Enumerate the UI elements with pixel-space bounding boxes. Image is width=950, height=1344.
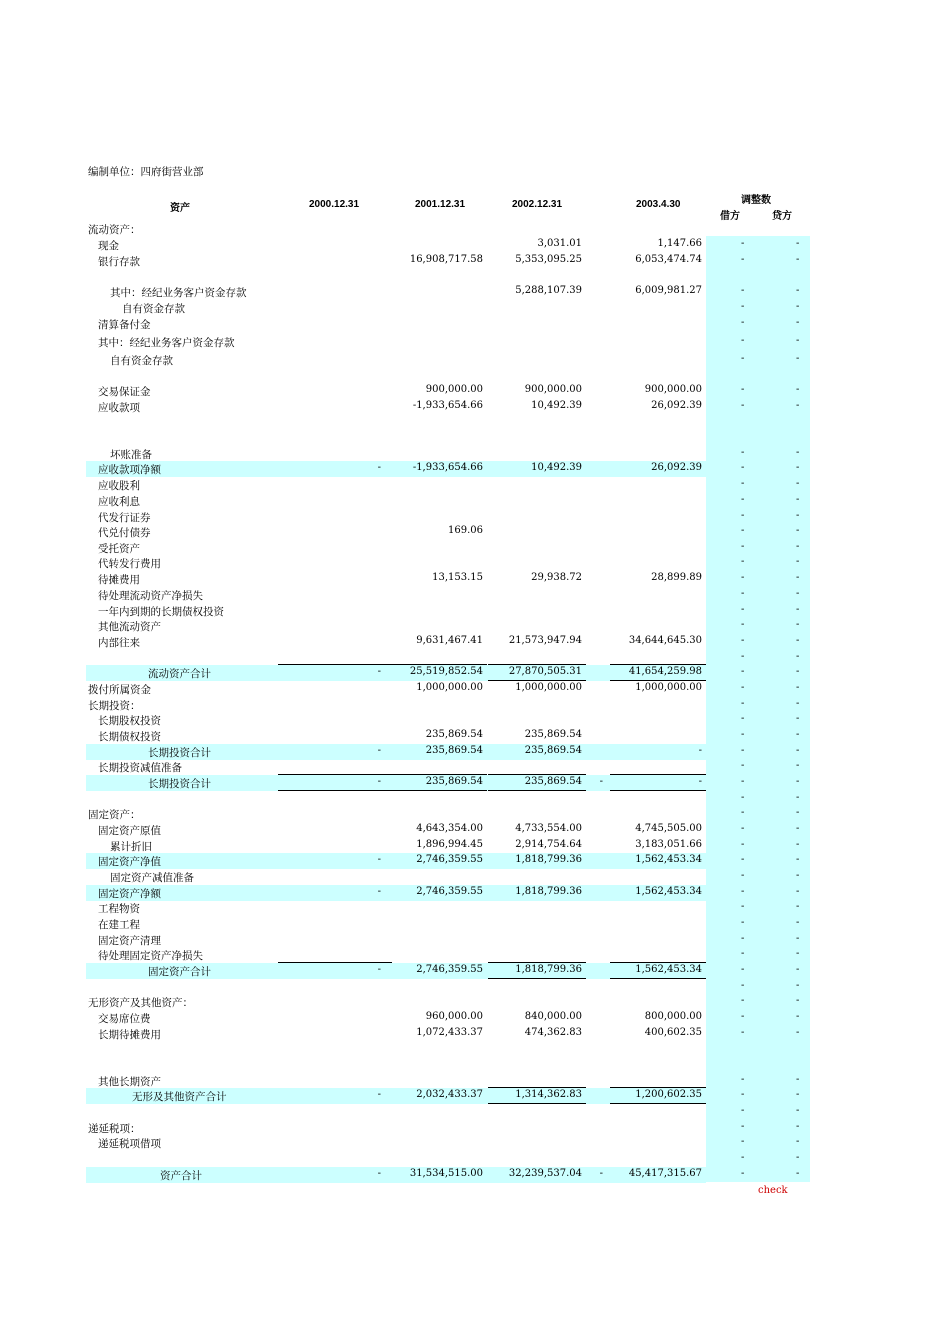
adjust-debit-value: - — [741, 510, 745, 521]
row-label: 递延税项借项 — [98, 1138, 161, 1150]
value-2001: 31,534,515.00 — [409, 1168, 483, 1179]
row-label: 待摊费用 — [98, 574, 140, 586]
value-2003: 26,092.39 — [651, 400, 702, 411]
row-label: 固定资产合计 — [148, 966, 211, 978]
adjust-debit-value: - — [741, 807, 745, 818]
table-row — [86, 383, 810, 399]
row-label: 内部往来 — [98, 637, 140, 649]
adjust-credit-value: - — [796, 635, 800, 646]
adjust-credit-value: - — [796, 353, 800, 364]
row-label: 长期投资合计 — [148, 747, 211, 759]
value-2002: 1,818,799.36 — [515, 964, 582, 975]
row-label: 长期股权投资 — [98, 715, 161, 727]
row-label: 固定资产原值 — [98, 825, 161, 837]
value-2002: 29,938.72 — [531, 572, 582, 583]
value-gap: - — [599, 776, 603, 787]
adjust-credit-value: - — [796, 713, 800, 724]
adjust-credit-value: - — [796, 619, 800, 630]
value-2000: - — [377, 964, 381, 975]
value-2000: - — [377, 745, 381, 756]
row-label: 待处理固定资产净损失 — [98, 950, 203, 962]
row-label: 其他流动资产 — [98, 621, 161, 633]
table-row — [86, 885, 706, 901]
table-row — [86, 712, 810, 728]
row-label: 无形及其他资产合计 — [132, 1091, 227, 1103]
adjust-credit-value: - — [796, 1105, 800, 1116]
adjust-credit-value: - — [796, 1074, 800, 1085]
adjust-credit-value: - — [796, 588, 800, 599]
table-row — [86, 352, 810, 368]
adjust-debit-value: - — [741, 384, 745, 395]
adjust-credit-value: - — [796, 666, 800, 677]
adjust-credit-value: - — [796, 254, 800, 265]
table-row — [86, 665, 706, 681]
adjust-debit-value: - — [741, 494, 745, 505]
adjust-debit-value: - — [741, 285, 745, 296]
value-2001: 2,032,433.37 — [416, 1089, 483, 1100]
header-adjust: 调整数 — [741, 195, 771, 206]
table-row — [86, 1088, 706, 1104]
row-label: 代发行证券 — [98, 512, 151, 524]
table-row — [86, 571, 810, 587]
adjust-debit-value: - — [741, 619, 745, 630]
table-row — [86, 253, 810, 269]
value-gap: - — [599, 1168, 603, 1179]
row-label: 应收股利 — [98, 480, 140, 492]
row-label: 清算备付金 — [98, 319, 151, 331]
table-row — [86, 300, 810, 316]
value-2003: 1,562,453.34 — [635, 854, 702, 865]
value-2000: - — [377, 1168, 381, 1179]
value-2001: 16,908,717.58 — [409, 254, 483, 265]
adjust-debit-value: - — [741, 823, 745, 834]
value-2002: 3,031.01 — [537, 238, 582, 249]
table-row — [86, 493, 810, 509]
adjust-debit-value: - — [741, 588, 745, 599]
row-label: 无形资产及其他资产： — [88, 997, 193, 1009]
table-row — [86, 979, 810, 995]
adjust-credit-value: - — [796, 854, 800, 865]
adjust-debit-value: - — [741, 301, 745, 312]
table-row — [86, 1135, 810, 1151]
row-label: 长期投资减值准备 — [98, 762, 182, 774]
adjust-debit-value: - — [741, 604, 745, 615]
header-credit: 贷方 — [772, 211, 792, 222]
value-2001: 9,631,467.41 — [416, 635, 483, 646]
adjust-credit-value: - — [796, 760, 800, 771]
row-label: 待处理流动资产净损失 — [98, 590, 203, 602]
value-2002: 1,818,799.36 — [515, 886, 582, 897]
header-2001: 2001.12.31 — [415, 199, 466, 210]
adjust-credit-value: - — [796, 933, 800, 944]
row-label: 坏账准备 — [110, 449, 152, 461]
value-2003: 3,183,051.66 — [635, 839, 702, 850]
value-2002: 235,869.54 — [524, 729, 582, 740]
table-row — [86, 334, 810, 350]
adjust-credit-value: - — [796, 572, 800, 583]
table-row — [86, 822, 810, 838]
value-2000: - — [377, 462, 381, 473]
adjust-credit-value: - — [796, 400, 800, 411]
adjust-debit-value: - — [741, 760, 745, 771]
value-2003: 1,562,453.34 — [635, 886, 702, 897]
table-row — [86, 869, 810, 885]
value-2001: 1,072,433.37 — [416, 1027, 483, 1038]
table-row — [86, 932, 810, 948]
adjust-debit-value: - — [741, 980, 745, 991]
value-2003: 1,200,602.35 — [635, 1089, 702, 1100]
value-2002: 1,818,799.36 — [515, 854, 582, 865]
row-label: 固定资产净值 — [98, 856, 161, 868]
adjust-debit-value: - — [741, 556, 745, 567]
value-2002: 474,362.83 — [524, 1027, 582, 1038]
row-label: 应收款项 — [98, 402, 140, 414]
value-2002: 2,914,754.64 — [515, 839, 582, 850]
row-label: 流动资产： — [88, 224, 141, 236]
table-row — [86, 1104, 810, 1120]
adjust-credit-value: - — [796, 1152, 800, 1163]
value-2001: 2,746,359.55 — [416, 886, 483, 897]
table-row — [86, 806, 810, 822]
header-debit: 借方 — [720, 211, 740, 222]
adjust-credit-value: - — [796, 698, 800, 709]
value-2003: - — [698, 745, 702, 756]
header-2000: 2000.12.31 — [309, 199, 360, 210]
row-label: 固定资产减值准备 — [110, 872, 194, 884]
adjust-debit-value: - — [741, 1168, 745, 1179]
value-2001: -1,933,654.66 — [412, 400, 483, 411]
value-2000: - — [377, 1089, 381, 1100]
table-row — [86, 900, 810, 916]
table-row — [86, 555, 810, 571]
adjust-debit-value: - — [741, 713, 745, 724]
adjust-debit-value: - — [741, 854, 745, 865]
table-row — [86, 477, 810, 493]
adjust-debit-value: - — [741, 1011, 745, 1022]
adjust-debit-value: - — [741, 933, 745, 944]
adjust-debit-value: - — [741, 964, 745, 975]
adjust-debit-value: - — [741, 335, 745, 346]
adjust-credit-value: - — [796, 964, 800, 975]
value-2002: 900,000.00 — [524, 384, 582, 395]
table-row — [86, 316, 810, 332]
row-label: 流动资产合计 — [148, 668, 211, 680]
adjust-credit-value: - — [796, 980, 800, 991]
adjust-debit-value: - — [741, 572, 745, 583]
table-row — [86, 838, 810, 854]
adjust-debit-value: - — [741, 792, 745, 803]
adjust-credit-value: - — [796, 384, 800, 395]
adjust-credit-value: - — [796, 301, 800, 312]
adjust-credit-value: - — [796, 839, 800, 850]
value-2000: - — [377, 854, 381, 865]
value-2003: 900,000.00 — [644, 384, 702, 395]
table-row — [86, 1010, 810, 1026]
table-row — [86, 587, 810, 603]
value-2003: 1,000,000.00 — [635, 682, 702, 693]
row-label: 资产合计 — [160, 1170, 202, 1182]
adjust-credit-value: - — [796, 238, 800, 249]
table-row — [86, 461, 706, 477]
adjust-debit-value: - — [741, 901, 745, 912]
adjust-credit-value: - — [796, 462, 800, 473]
value-2001: 1,896,994.45 — [416, 839, 483, 850]
header-2002: 2002.12.31 — [512, 199, 563, 210]
adjust-credit-value: - — [796, 995, 800, 1006]
adjust-credit-value: - — [796, 682, 800, 693]
adjust-debit-value: - — [741, 317, 745, 328]
adjust-debit-value: - — [741, 1105, 745, 1116]
adjust-debit-value: - — [741, 839, 745, 850]
table-row — [86, 1120, 810, 1136]
table-row — [86, 509, 810, 525]
table-row — [86, 728, 810, 744]
adjust-credit-value: - — [796, 285, 800, 296]
row-label: 拨付所属资金 — [88, 684, 151, 696]
adjust-debit-value: - — [741, 1027, 745, 1038]
value-2003: 26,092.39 — [651, 462, 702, 473]
table-row — [86, 446, 810, 462]
value-2001: 235,869.54 — [425, 745, 483, 756]
row-label: 累计折旧 — [110, 841, 152, 853]
table-row — [86, 791, 810, 807]
adjust-debit-value: - — [741, 478, 745, 489]
adjust-credit-value: - — [796, 948, 800, 959]
adjust-credit-value: - — [796, 1121, 800, 1132]
adjust-credit-value: - — [796, 604, 800, 615]
adjust-debit-value: - — [741, 870, 745, 881]
adjust-debit-value: - — [741, 447, 745, 458]
table-row — [86, 744, 706, 760]
adjust-credit-value: - — [796, 901, 800, 912]
adjust-debit-value: - — [741, 635, 745, 646]
table-row — [86, 947, 810, 963]
table-row — [86, 775, 706, 791]
adjust-debit-value: - — [741, 886, 745, 897]
table-row — [86, 963, 706, 979]
adjust-credit-value: - — [796, 335, 800, 346]
adjust-debit-value: - — [741, 1089, 745, 1100]
row-label: 交易保证金 — [98, 386, 151, 398]
adjust-debit-value: - — [741, 353, 745, 364]
adjust-debit-value: - — [741, 745, 745, 756]
table-row — [86, 759, 810, 775]
adjust-credit-value: - — [796, 1089, 800, 1100]
row-label: 长期待摊费用 — [98, 1029, 161, 1041]
value-2002: 5,353,095.25 — [515, 254, 582, 265]
table-row — [86, 399, 810, 415]
row-label: 应收款项净额 — [98, 464, 161, 476]
adjust-debit-value: - — [741, 666, 745, 677]
value-2002: 1,000,000.00 — [515, 682, 582, 693]
value-2003: 41,654,259.98 — [628, 666, 702, 677]
value-2001: 235,869.54 — [425, 776, 483, 787]
table-row — [86, 697, 810, 713]
row-label: 其中：经纪业务客户资金存款 — [98, 337, 235, 349]
adjust-credit-value: - — [796, 807, 800, 818]
adjust-debit-value: - — [741, 698, 745, 709]
table-row — [86, 681, 810, 697]
adjust-debit-value: - — [741, 995, 745, 1006]
value-2001: 13,153.15 — [432, 572, 483, 583]
value-2002: 10,492.39 — [531, 400, 582, 411]
adjust-credit-value: - — [796, 556, 800, 567]
adjust-debit-value: - — [741, 238, 745, 249]
row-label: 递延税项： — [88, 1123, 141, 1135]
value-2001: 169.06 — [448, 525, 483, 536]
value-2000: - — [377, 776, 381, 787]
header-asset: 资产 — [170, 203, 190, 214]
adjust-debit-value: - — [741, 1074, 745, 1085]
value-2003: 6,009,981.27 — [635, 285, 702, 296]
value-2002: 840,000.00 — [524, 1011, 582, 1022]
value-2001: 2,746,359.55 — [416, 854, 483, 865]
adjust-credit-value: - — [796, 745, 800, 756]
value-2002: 4,733,554.00 — [515, 823, 582, 834]
table-row — [86, 221, 810, 237]
adjust-debit-value: - — [741, 651, 745, 662]
row-label: 其中：经纪业务客户资金存款 — [110, 287, 247, 299]
row-label: 固定资产净额 — [98, 888, 161, 900]
adjust-debit-value: - — [741, 682, 745, 693]
table-row — [86, 540, 810, 556]
adjust-debit-value: - — [741, 729, 745, 740]
row-label: 固定资产清理 — [98, 935, 161, 947]
header-2003: 2003.4.30 — [636, 199, 681, 210]
value-2003: - — [698, 776, 702, 787]
value-2002: 10,492.39 — [531, 462, 582, 473]
value-2003: 28,899.89 — [651, 572, 702, 583]
table-row — [86, 853, 706, 869]
check-label: check — [758, 1185, 788, 1196]
adjust-debit-value: - — [741, 948, 745, 959]
row-label: 代兑付债券 — [98, 527, 151, 539]
adjust-credit-value: - — [796, 823, 800, 834]
adjust-debit-value: - — [741, 1152, 745, 1163]
adjust-debit-value: - — [741, 254, 745, 265]
table-row — [86, 603, 810, 619]
value-2001: 900,000.00 — [425, 384, 483, 395]
value-2001: -1,933,654.66 — [412, 462, 483, 473]
adjust-credit-value: - — [796, 447, 800, 458]
adjust-debit-value: - — [741, 400, 745, 411]
value-2003: 400,602.35 — [644, 1027, 702, 1038]
adjust-debit-value: - — [741, 462, 745, 473]
row-label: 应收利息 — [98, 496, 140, 508]
row-label: 自有资金存款 — [122, 303, 185, 315]
adjust-credit-value: - — [796, 494, 800, 505]
value-2003: 6,053,474.74 — [635, 254, 702, 265]
value-2001: 25,519,852.54 — [409, 666, 483, 677]
value-2003: 4,745,505.00 — [635, 823, 702, 834]
table-row — [86, 284, 810, 300]
value-2002: 1,314,362.83 — [515, 1089, 582, 1100]
row-label: 银行存款 — [98, 256, 140, 268]
row-label: 固定资产： — [88, 809, 141, 821]
value-2002: 21,573,947.94 — [508, 635, 582, 646]
value-2003: 800,000.00 — [644, 1011, 702, 1022]
value-2003: 1,147.66 — [657, 238, 702, 249]
adjust-debit-value: - — [741, 1136, 745, 1147]
table-row — [86, 524, 810, 540]
adjust-debit-value: - — [741, 525, 745, 536]
value-2002: 32,239,537.04 — [508, 1168, 582, 1179]
adjust-credit-value: - — [796, 510, 800, 521]
value-2002: 27,870,505.31 — [508, 666, 582, 677]
row-label: 长期债权投资 — [98, 731, 161, 743]
table-row — [86, 916, 810, 932]
value-2002: 235,869.54 — [524, 745, 582, 756]
adjust-debit-value: - — [741, 917, 745, 928]
adjust-credit-value: - — [796, 541, 800, 552]
row-label: 工程物资 — [98, 903, 140, 915]
adjust-credit-value: - — [796, 478, 800, 489]
value-2001: 2,746,359.55 — [416, 964, 483, 975]
row-label: 交易席位费 — [98, 1013, 151, 1025]
value-2003: 45,417,315.67 — [628, 1168, 702, 1179]
table-row — [86, 237, 810, 253]
table-row — [86, 1167, 706, 1183]
adjust-credit-value: - — [796, 886, 800, 897]
adjust-credit-value: - — [796, 1168, 800, 1179]
adjust-credit-value: - — [796, 776, 800, 787]
value-2002: 235,869.54 — [524, 776, 582, 787]
row-label: 在建工程 — [98, 919, 140, 931]
value-2000: - — [377, 886, 381, 897]
adjust-credit-value: - — [796, 917, 800, 928]
row-label: 现金 — [98, 240, 119, 252]
row-label: 一年内到期的长期债权投资 — [98, 606, 224, 618]
row-label: 受托资产 — [98, 543, 140, 555]
adjust-credit-value: - — [796, 1011, 800, 1022]
adjust-debit-value: - — [741, 1121, 745, 1132]
value-2001: 4,643,354.00 — [416, 823, 483, 834]
value-2001: 1,000,000.00 — [416, 682, 483, 693]
adjust-credit-value: - — [796, 651, 800, 662]
adjust-credit-value: - — [796, 1027, 800, 1038]
adjust-credit-value: - — [796, 729, 800, 740]
adjust-credit-value: - — [796, 792, 800, 803]
row-label: 自有资金存款 — [110, 355, 173, 367]
value-2001: 235,869.54 — [425, 729, 483, 740]
row-label: 代转发行费用 — [98, 558, 161, 570]
value-2003: 34,644,645.30 — [628, 635, 702, 646]
table-row — [86, 994, 810, 1010]
table-row — [86, 1151, 810, 1167]
row-label: 其他长期资产 — [98, 1076, 161, 1088]
row-label: 长期投资： — [88, 700, 141, 712]
table-row — [86, 1026, 810, 1042]
value-2001: 960,000.00 — [425, 1011, 483, 1022]
value-2000: - — [377, 666, 381, 677]
row-label: 长期投资合计 — [148, 778, 211, 790]
adjust-credit-value: - — [796, 525, 800, 536]
adjust-credit-value: - — [796, 870, 800, 881]
adjust-debit-value: - — [741, 776, 745, 787]
adjust-credit-value: - — [796, 1136, 800, 1147]
value-2002: 5,288,107.39 — [515, 285, 582, 296]
unit-label: 编制单位：四府街营业部 — [88, 166, 204, 178]
table-row — [86, 634, 810, 650]
table-row — [86, 618, 810, 634]
value-2003: 1,562,453.34 — [635, 964, 702, 975]
adjust-debit-value: - — [741, 541, 745, 552]
adjust-credit-value: - — [796, 317, 800, 328]
